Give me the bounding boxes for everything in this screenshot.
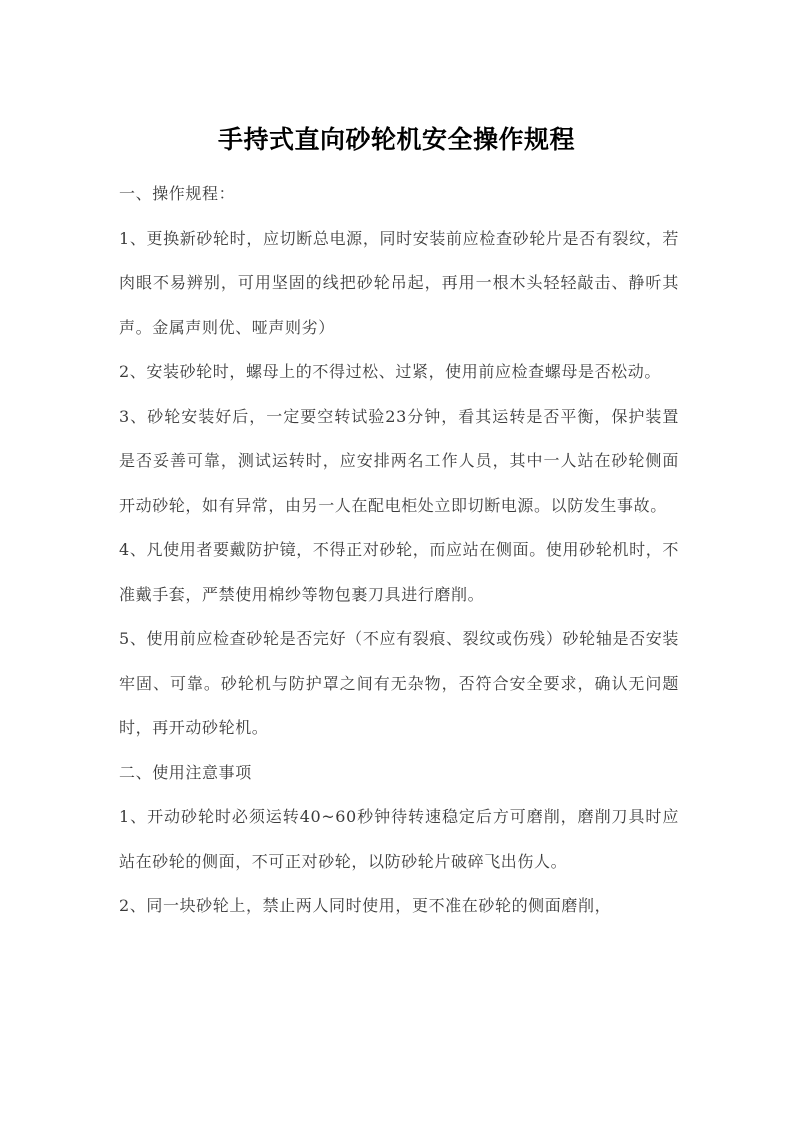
document-body	[119, 172, 679, 929]
note-item-1: 1、开动砂轮时必须运转40~60秒钟待转速稳定后方可磨削，磨削刀具时应站在砂轮的侧面，不可正对砂轮，以防砂轮片破碎飞出伤人。	[119, 807, 679, 871]
section-heading-operation-rules: 一、操作规程：	[119, 184, 236, 203]
rule-item-1: 1、更换新砂轮时，应切断总电源，同时安装前应检查砂轮片是否有裂纹，若肉眼不易辨别，可用坚固的线把砂轮吊起，再用一根木头轻轻敲击、静听其声。金属声则优、哑声则劣）	[119, 228, 679, 337]
rule-item-4: 4、凡使用者要戴防护镜，不得正对砂轮，而应站在侧面。使用砂轮机时，不准戴手套，严禁使用棉纱等物包裹刀具进行磨削。	[119, 540, 679, 604]
section-heading-usage-notes: 二、使用注意事项	[119, 762, 252, 782]
document-title: 手持式直向砂轮机安全操作规程	[217, 125, 575, 154]
rule-item-3: 3、砂轮安装好后，一定要空转试验23分钟，看其运转是否平衡，保护装置是否妥善可靠，测试运转时，应安排两名工作人员，其中一人站在砂轮侧面开动砂轮，如有异常，由另一人在配电柜处立即切断电源。以防发生事故。	[119, 406, 679, 515]
rule-item-2: 2、安装砂轮时，螺母上的不得过松、过紧，使用前应检查螺母是否松动。	[119, 362, 661, 381]
note-item-2: 2、同一块砂轮上，禁止两人同时使用，更不准在砂轮的侧面磨削，	[119, 896, 612, 915]
rule-item-5: 5、使用前应检查砂轮是否完好（不应有裂痕、裂纹或伤残）砂轮轴是否安装牢固、可靠。砂轮机与防护罩之间有无杂物，否符合安全要求，确认无问题时，再开动砂轮机。	[119, 629, 679, 737]
